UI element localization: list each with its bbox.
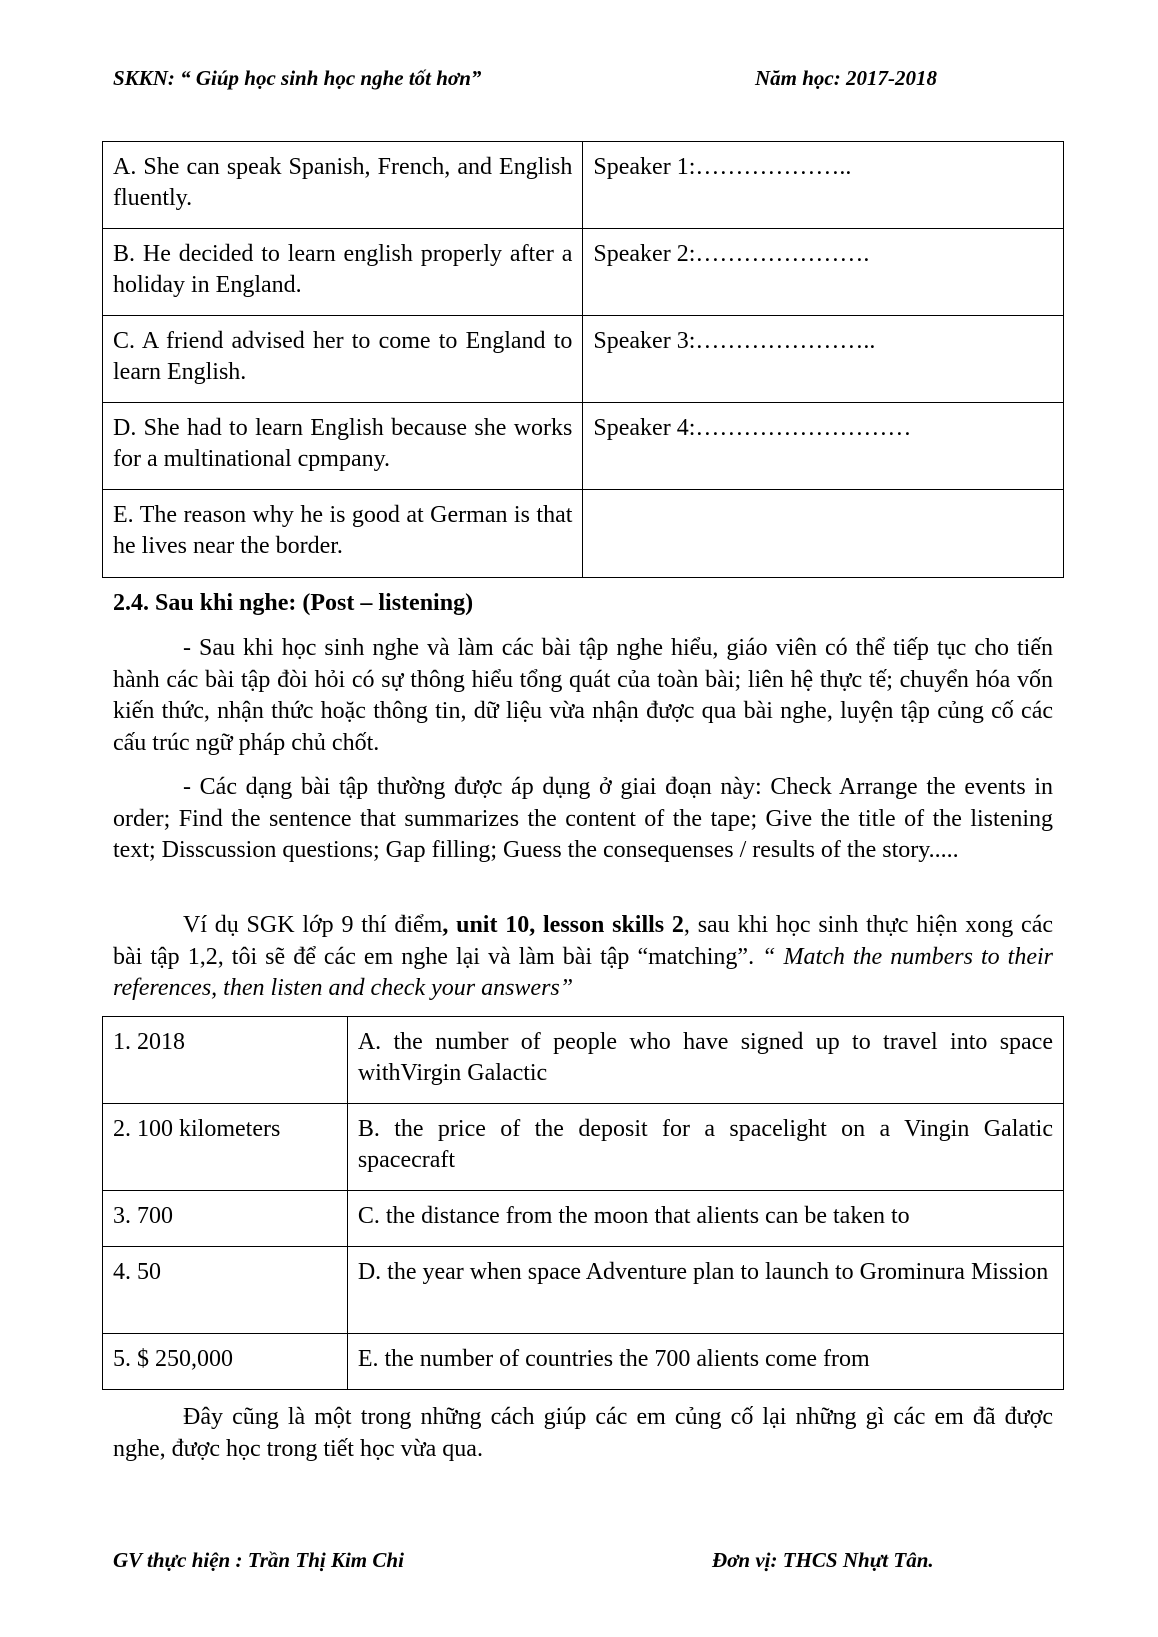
- statement-cell: E. The reason why he is good at German is that he lives near the border.: [103, 490, 583, 578]
- number-cell: 3. 700: [103, 1191, 348, 1247]
- footer-unit: Đơn vị: THCS Nhựt Tân.: [712, 1548, 934, 1572]
- number-cell: 5. $ 250,000: [103, 1334, 348, 1390]
- example-description: , sau khi học sinh thực hiện xong các bài tập 1,2, tôi sẽ để các em nghe lại và làm bài tập “matching”.: [113, 912, 1054, 970]
- reference-cell: A. the number of people who have signed up to travel into space withVirgin Galactic: [347, 1017, 1063, 1104]
- reference-cell: E. the number of countries the 700 alients come from: [347, 1334, 1063, 1390]
- speaker-cell: Speaker 1:………………..: [583, 142, 1064, 229]
- example-unit: , unit 10, lesson skills 2: [442, 912, 684, 938]
- speaker-cell: Speaker 2:………………….: [583, 229, 1064, 316]
- header-school-year: Năm học: 2017-2018: [755, 66, 937, 90]
- example-instruction: “ Match the numbers to their references, then listen and check your answers”: [113, 943, 1053, 1001]
- section-heading: 2.4. Sau khi nghe: (Post – listening): [113, 590, 474, 616]
- reference-cell: C. the distance from the moon that alients can be taken to: [347, 1191, 1063, 1247]
- table-row: [103, 403, 1064, 490]
- reference-cell: D. the year when space Adventure plan to launch to Grominura Mission: [347, 1247, 1063, 1334]
- table-row: [103, 1191, 1064, 1247]
- numbers-matching-table: [102, 1016, 1064, 1390]
- table-row: [103, 1334, 1064, 1390]
- table-row: [103, 1247, 1064, 1334]
- speaker-cell: Speaker 4:………………………: [583, 403, 1064, 490]
- number-cell: 2. 100 kilometers: [103, 1104, 348, 1191]
- table-row: [103, 142, 1064, 229]
- table-row: [103, 316, 1064, 403]
- paragraph-example: [113, 910, 1053, 1005]
- paragraph-conclusion: Đây cũng là một trong những cách giúp các em củng cố lại những gì các em đã được nghe, được học trong tiết học vừa qua.: [113, 1404, 1053, 1462]
- number-cell: 4. 50: [103, 1247, 348, 1334]
- table-row: [103, 1017, 1064, 1104]
- speaker-cell: [583, 490, 1064, 578]
- statement-cell: A. She can speak Spanish, French, and English fluently.: [103, 142, 583, 229]
- example-intro: Ví dụ SGK lớp 9 thí điểm: [183, 912, 443, 938]
- paragraph-post-listening: - Sau khi học sinh nghe và làm các bài tập nghe hiểu, giáo viên có thể tiếp tục cho tiến hành các bài tập đòi hỏi có sự thông hiểu tổng quát của toàn bài; liên hệ thực tế; chuyển hóa vốn kiến thức, nhận thức hoặc thông tin, dữ liệu vừa nhận được qua bài nghe, luyện tập củng cố các cấu trúc ngữ pháp chủ chốt.: [113, 635, 1053, 756]
- footer-teacher: GV thực hiện : Trần Thị Kim Chi: [113, 1548, 404, 1572]
- reference-cell: B. the price of the deposit for a spacelight on a Vingin Galatic spacecraft: [347, 1104, 1063, 1191]
- speaker-cell: Speaker 3:…………………..: [583, 316, 1064, 403]
- statement-cell: B. He decided to learn english properly after a holiday in England.: [103, 229, 583, 316]
- header-title: SKKN: “ Giúp học sinh học nghe tốt hơn”: [113, 66, 482, 90]
- speaker-matching-table: [102, 141, 1064, 578]
- paragraph-exercise-types: - Các dạng bài tập thường được áp dụng ở giai đoạn này: Check Arrange the events in order; Find the sentence that summarizes the content of the tape; Give the title of the listening text; Disscussion questions; Gap filling; Guess the consequenses / results of the story.....: [113, 774, 1053, 863]
- table-row: [103, 1104, 1064, 1191]
- statement-cell: D. She had to learn English because she works for a multinational cpmpany.: [103, 403, 583, 490]
- statement-cell: C. A friend advised her to come to England to learn English.: [103, 316, 583, 403]
- table-row: [103, 490, 1064, 578]
- number-cell: 1. 2018: [103, 1017, 348, 1104]
- table-row: [103, 229, 1064, 316]
